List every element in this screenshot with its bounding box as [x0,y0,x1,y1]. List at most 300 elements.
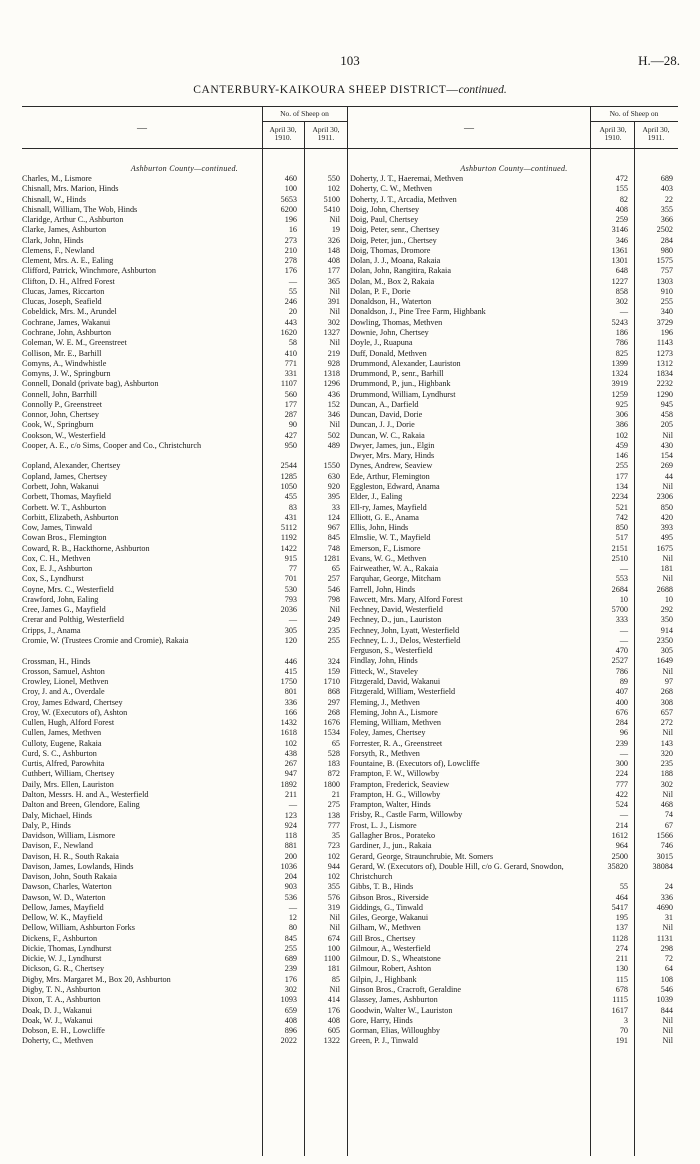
owner-name: Frampton, F. W., Willowby [350,769,440,779]
sheep-1911: 44 [664,471,673,481]
sheep-1911: 355 [660,204,673,214]
sheep-1911: Nil [329,913,340,923]
sheep-1911: 1327 [323,327,340,337]
sheep-1911: 2502 [656,225,673,235]
sheep-1911: 336 [660,892,673,902]
owner-name: Clark, John, Hinds [22,235,84,245]
table-row [22,236,347,246]
sheep-1910: 176 [284,266,297,276]
sheep-1910: 336 [284,697,297,707]
owner-name: Gerard, W. (Executors of), Double Hill, c/o G. Gerard, Snowdon, Christchurch [350,861,564,882]
table-row [22,523,347,533]
table-row [22,626,347,636]
owner-name: Coyne, Mrs. C., Westerfield [22,584,114,594]
sheep-1911: 395 [327,492,340,502]
sheep-1911: 2306 [656,492,673,502]
owner-name: Gallagher Bros., Porateko [350,831,436,840]
sheep-1911: 350 [660,615,673,625]
sheep-1911: Nil [662,481,673,491]
owner-name: Cook, W., Springburn [22,420,94,430]
owner-name: Gilmour, A., Westerfield [350,943,431,953]
right-section-heading: Ashburton County—continued. [460,164,568,173]
sheep-1911: 844 [660,1005,673,1015]
sheep-1911: 746 [660,841,673,851]
table-row [22,687,347,697]
table-row [22,657,347,667]
table-row [22,215,347,225]
table-row [350,934,678,944]
sheep-1911: 177 [327,266,340,276]
sheep-1910: 771 [284,358,297,368]
table-row [350,626,678,636]
sheep-1910: 1259 [611,389,628,399]
sheep-1911: Nil [329,923,340,933]
table-row [350,574,678,584]
sheep-1911: 430 [660,440,673,450]
sheep-1911: 1575 [656,256,673,266]
sheep-1911: 436 [327,389,340,399]
owner-name: Cuthbert, William, Chertsey [22,769,115,779]
right-rows [350,174,678,1047]
sheep-1911: 292 [660,605,673,615]
sheep-1911: 845 [327,533,340,543]
table-row [22,246,347,256]
sheep-1911: 284 [660,235,673,245]
sheep-1911: 1800 [323,779,340,789]
owner-name: Doherty, C., Methven [22,1036,94,1046]
sheep-1911: 1273 [656,348,673,358]
sheep-1910: 472 [615,174,628,183]
table-row [350,636,678,646]
sheep-1911: Nil [329,420,340,430]
owner-name: Drummond, William, Lyndhurst [350,389,456,399]
sheep-1910: 1050 [280,481,297,491]
sheep-1911: 138 [327,810,340,820]
sheep-1910: 455 [284,492,297,502]
owner-name: Duncan, A., Darfield [350,399,419,409]
table-row [22,728,347,738]
sheep-1911: 219 [327,348,340,358]
sheep-1911: 124 [327,512,340,522]
table-row [350,174,678,184]
table-row [22,790,347,800]
owner-name: Cochrane, James, Wakanui [22,317,111,327]
sheep-1911: 393 [660,523,673,533]
sheep-1910: — [288,800,297,810]
owner-name: Dickens, F., Ashburton [22,933,98,943]
sheep-1911: 1322 [323,1036,340,1046]
owner-name: Doak, W. J., Wakanui [22,1015,93,1025]
table-row [350,472,678,482]
sheep-1910: 446 [284,656,297,666]
owner-name: Claridge, Arthur C., Ashburton [22,215,124,225]
sheep-1911: 1676 [323,718,340,728]
sheep-1910: 5700 [611,605,628,615]
sheep-1910: 2234 [611,492,628,502]
table-row [22,349,347,359]
owner-name: Downie, John, Chertsey [350,327,429,337]
owner-name: Duff, Donald, Methven [350,348,427,358]
sheep-1910: 302 [615,297,628,307]
sheep-1911: 100 [327,943,340,953]
owner-name: Goodwin, Walter W., Lauriston [350,1005,453,1015]
sheep-1911: 154 [660,451,673,461]
table-row [22,595,347,605]
sheep-1910: 742 [615,512,628,522]
owner-name: Gorman, Elias, Willoughby [350,1026,441,1036]
sheep-1911: 872 [327,769,340,779]
sheep-1910: 1324 [611,369,628,379]
table-row [350,810,678,820]
owner-name: Dobson, E. H., Lowcliffe [22,1026,105,1036]
sheep-1911: 458 [660,410,673,420]
table-row [350,913,678,923]
sheep-1910: 102 [284,738,297,748]
left-sheep-header: No. of Sheep on [280,109,329,118]
sheep-1911: 365 [327,276,340,286]
owner-name: Doherty, C. W., Methven [350,184,433,194]
title-continued: continued. [458,84,507,96]
sheep-1911: 5410 [323,204,340,214]
table-row [22,605,347,615]
owner-name: Clucas, Joseph, Seafield [22,297,102,307]
sheep-1911: 674 [327,933,340,943]
sheep-1910: 6200 [280,204,297,214]
owner-name: Cox, S., Lyndhurst [22,574,84,584]
table-row [350,564,678,574]
sheep-1911: 1312 [656,358,673,368]
sheep-1911: Nil [662,430,673,440]
sheep-1910: 224 [615,769,628,779]
sheep-1910: 459 [615,440,628,450]
sheep-1910: — [619,564,628,574]
sheep-1911: 74 [664,810,673,820]
owner-name: Forsyth, R., Methven [350,748,420,758]
sheep-1910: 1115 [612,995,628,1005]
table-row [22,533,347,543]
owner-name: Fleming, John A., Lismore [350,707,438,717]
sheep-1910: 255 [284,943,297,953]
center-divider [347,106,348,1156]
sheep-1911: 1296 [323,379,340,389]
table-row [350,841,678,851]
sheep-1910: 2151 [611,543,628,553]
table-row [350,852,678,862]
sheep-1910: 1399 [611,358,628,368]
owner-name: Fechney, David, Westerfield [350,605,443,615]
owner-name: Cochrane, John, Ashburton [22,327,112,337]
owner-name: Fitzgerald, William, Westerfield [350,687,456,697]
table-row [22,954,347,964]
sheep-1910: 204 [284,872,297,882]
table-row [22,195,347,205]
owner-name: Elmslie, W. T., Mayfield [350,533,431,543]
owner-name: Dynes, Andrew, Seaview [350,461,433,471]
table-row [350,769,678,779]
right-column [350,164,678,1047]
sheep-1911: 159 [327,666,340,676]
sheep-1911: 420 [660,512,673,522]
sheep-1910: 845 [284,933,297,943]
table-row [22,769,347,779]
table-row [22,985,347,995]
sheep-1911: 757 [660,266,673,276]
owner-name: Comyns, A., Windwhistle [22,358,107,368]
owner-name: Dwyer, Mrs. Mary, Hinds [350,451,435,461]
sheep-1911: Nil [662,1015,673,1025]
table-row [350,256,678,266]
table-row [350,544,678,554]
owner-name: Cripps, J., Anama [22,625,81,635]
owner-name: Connolly P., Greenstreet [22,399,103,409]
right-sheep-header: No. of Sheep on [609,109,659,118]
table-row [22,420,347,430]
table-row [22,1016,347,1026]
table-row [350,1016,678,1026]
sheep-1910: 166 [284,707,297,717]
sheep-1911: 302 [327,317,340,327]
sheep-1910: 400 [615,697,628,707]
sheep-1911: 550 [327,174,340,183]
sheep-1910: 2500 [611,851,628,861]
sheep-1911: 1303 [656,276,673,286]
sheep-1910: 676 [615,707,628,717]
sheep-1910: 77 [288,564,297,574]
owner-name: Elliott, G. E., Anama [350,512,419,522]
owner-name: Glassey, James, Ashburton [350,995,438,1005]
owner-name: Frampton, Frederick, Seaview [350,779,450,789]
owner-name: Coleman, W. E. M., Greenstreet [22,338,127,348]
sheep-1911: 255 [327,635,340,645]
owner-name: Cookson, W., Westerfield [22,430,106,440]
owner-name: Gore, Harry, Hinds [350,1015,413,1025]
owner-name: Clemens, F., Newland [22,245,95,255]
owner-name: Cox, C. H., Methven [22,553,91,563]
sheep-1910: 195 [615,913,628,923]
table-row [22,369,347,379]
sheep-1911: 35 [331,831,340,841]
table-row [350,687,678,697]
sheep-1911: Nil [662,728,673,738]
sheep-1910: 825 [615,348,628,358]
owner-name: Daily, Mrs. Ellen, Lauriston [22,779,114,789]
sheep-1911: 97 [664,677,673,687]
owner-name: Cobeldick, Mrs. M., Arundel [22,307,117,317]
owner-name: Croy, James Edward, Chertsey [22,697,123,707]
table-row [22,841,347,851]
sheep-1911: 272 [660,718,673,728]
owner-name: Chisnall, William, The Wob, Hinds [22,204,138,214]
sheep-1911: 1710 [323,677,340,687]
right-col1-header: April 30, 1910. [599,125,627,142]
sheep-1911: 723 [327,841,340,851]
owner-name: Ginson Bros., Cracroft, Geraldine [350,985,461,994]
table-row [350,215,678,225]
sheep-1910: 120 [284,635,297,645]
sheep-1911: 1281 [323,553,340,563]
sheep-1910: 1285 [280,471,297,481]
owner-name: Crerar and Polthig, Westerfield [22,615,124,625]
right-col2-header: April 30, 1911. [642,125,670,142]
sheep-1911: 188 [660,769,673,779]
sheep-1911: 4690 [656,902,673,912]
owner-name: Gilham, W., Methven [350,923,421,933]
table-row [350,482,678,492]
table-row [350,790,678,800]
owner-name: Dellow, William, Ashburton Forks [22,923,135,933]
owner-name: Fleming, William, Methven [350,718,441,728]
sheep-1910: 410 [284,348,297,358]
sheep-1911: 408 [327,256,340,266]
sheep-1911: 777 [327,820,340,830]
sheep-1911: 3729 [656,317,673,327]
owner-name: Farquhar, George, Mitcham [350,574,441,584]
owner-name: Fitzgerald, David, Wakanui [350,677,441,687]
sheep-1911: 67 [664,820,673,830]
owner-name: Evans, W. G., Methven [350,553,427,563]
sheep-1911: 308 [660,697,673,707]
owner-name: Findlay, John, Hinds [350,656,418,666]
sheep-1910: 1432 [280,718,297,728]
table-row [350,523,678,533]
left-column [22,164,347,1047]
table-row [22,492,347,502]
left-col1-header: April 30, 1910. [269,125,297,142]
owner-name: Dickie, W. J., Lyndhurst [22,954,102,964]
sheep-1910: 239 [284,964,297,974]
sheep-1911: Nil [329,215,340,225]
owner-name: Drummond, P., jun., Highbank [350,379,451,389]
table-row [350,318,678,328]
owner-name: Connell, Donald (private bag), Ashburton [22,379,159,389]
owner-name: Curtis, Alfred, Parowhita [22,759,105,769]
sheep-1911: 928 [327,358,340,368]
table-row [350,698,678,708]
sheep-1911: 605 [327,1026,340,1036]
table-row [350,903,678,913]
table-row [350,307,678,317]
sheep-1911: 414 [327,995,340,1005]
sheep-1910: 1750 [280,677,297,687]
table-row [22,400,347,410]
sheep-1911: 980 [660,245,673,255]
owner-name: Davidson, William, Lismore [22,831,116,841]
sheep-1910: 96 [619,728,628,738]
owner-name: Crossman, H., Hinds [22,656,91,666]
sheep-1911: 1039 [656,995,673,1005]
owner-name: Green, P. J., Tinwald [350,1036,419,1046]
table-row [350,759,678,769]
sheep-1910: 1612 [611,831,628,840]
table-row [350,225,678,235]
sheep-1910: 333 [615,615,628,625]
sheep-1910: 678 [615,985,628,994]
owner-name: Croy, J. and A., Overdale [22,687,105,697]
sheep-1910: 306 [615,410,628,420]
owner-name: Gibson Bros., Riverside [350,892,429,902]
owner-name: Dawson, W. D., Waterton [22,892,106,902]
sheep-1911: Nil [329,985,340,995]
owner-name: Culloty, Eugene, Rakaia [22,738,102,748]
owner-name: Cullen, James, Methven [22,728,102,738]
owner-name: Fawcett, Mrs. Mary, Alford Forest [350,594,463,604]
sheep-1911: 326 [327,235,340,245]
owner-name: Doig, Peter, jun., Chertsey [350,235,437,245]
table-row [22,513,347,523]
table-row [22,903,347,913]
sheep-1911: 72 [664,954,673,964]
sheep-1911: 257 [327,574,340,584]
table-row [350,708,678,718]
owner-name: Emerson, F., Lismore [350,543,421,553]
table-row [350,893,678,903]
sheep-1910: 123 [284,810,297,820]
sheep-1910: — [288,615,297,625]
owner-name: Cow, James, Tinwald [22,523,92,533]
owner-name: Daly, P., Hinds [22,820,71,830]
owner-name: Charles, M., Lismore [22,174,92,183]
sheep-1910: 1620 [280,327,297,337]
sheep-1911: Nil [662,789,673,799]
sheep-1911: 868 [327,687,340,697]
sheep-1910: 100 [284,184,297,194]
table-row [350,585,678,595]
sheep-1910: — [619,635,628,645]
owner-name: Frampton, Walter, Hinds [350,800,431,810]
sheep-1911: 546 [327,584,340,594]
table-row [350,1036,678,1046]
table-row [350,431,678,441]
sheep-1911: 403 [660,184,673,194]
sheep-1911: 268 [660,687,673,697]
table-row [22,441,347,462]
sheep-1911: 31 [664,913,673,923]
owner-name: Croy, W. (Executors of), Ashton [22,707,128,717]
sheep-1911: 1100 [323,954,340,964]
owner-name: Giddings, G., Tinwald [350,902,424,912]
table-row [22,482,347,492]
owner-name: Fairweather, W. A., Rakaia [350,564,439,574]
sheep-1911: 1318 [323,369,340,379]
sheep-1910: 155 [615,184,628,194]
sheep-1910: 305 [284,625,297,635]
sheep-1911: 355 [327,882,340,892]
table-row [22,872,347,882]
sheep-1911: 3015 [656,851,673,861]
table-row [350,349,678,359]
table-row [22,852,347,862]
sheep-1910: 130 [615,964,628,974]
sheep-1910: — [288,276,297,286]
owner-name: Dellow, W. K., Mayfield [22,913,103,923]
table-row [22,934,347,944]
owner-name: Gill Bros., Chertsey [350,933,416,943]
table-row [350,236,678,246]
table-row [350,667,678,677]
owner-name: Gilpin, J., Highbank [350,974,417,984]
owner-name: Frisby, R., Castle Farm, Willowby [350,810,463,820]
sheep-1910: 408 [284,1015,297,1025]
owner-name: Corbitt, Elizabeth, Ashburton [22,512,119,522]
sheep-1910: 12 [288,913,297,923]
table-row [22,338,347,348]
sheep-1910: 58 [288,338,297,348]
sheep-1910: 530 [284,584,297,594]
sheep-1911: Nil [662,666,673,676]
sheep-1911: 302 [660,779,673,789]
sheep-1911: 10 [664,594,673,604]
owner-name: Dolan, John, Rangitira, Rakaia [350,266,451,276]
